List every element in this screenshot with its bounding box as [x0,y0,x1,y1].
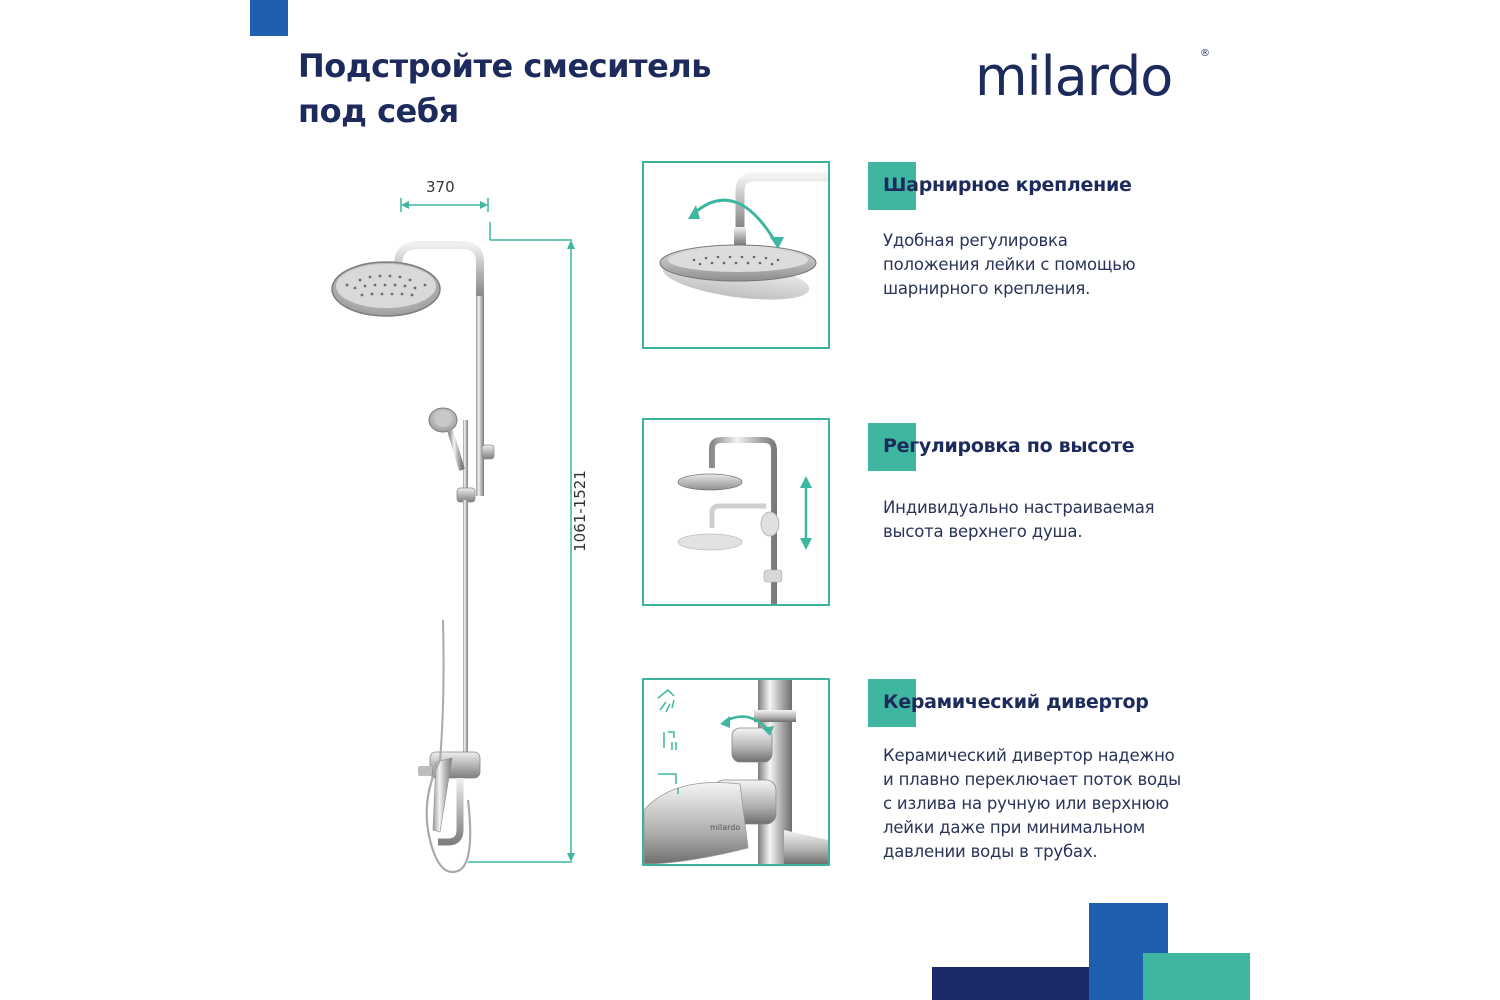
feature-title-height: Регулировка по высоте [883,435,1135,457]
feature-description-height: Индивидуально настраиваемая высота верхнего душа. [883,498,1155,541]
width-dimension [401,198,488,212]
feature-title-swivel: Шарнирное крепление [883,174,1132,196]
registered-mark: ® [1200,48,1210,59]
height-adjustment-photo [642,418,830,606]
page-title-line-2: под себя [298,92,459,130]
page-title [298,44,818,134]
shower-system-diagram [320,180,590,900]
corner-decor-teal [1143,953,1250,1000]
corner-decor-square [250,0,288,36]
feature-description-swivel: Удобная регулировка положения лейки с помощью шарнирного крепления. [883,231,1136,298]
brand-logo: milardo [975,45,1173,108]
feature-description-diverter: Керамический дивертор надежно и плавно переключает поток воды с излива на ручную или верхнюю лейки даже при минимальном давлении воды в трубах. [883,746,1181,861]
svg-text:milardo: milardo [710,823,741,832]
height-dimension [468,222,575,862]
water-mode-icons [658,690,678,794]
ceramic-diverter-photo [642,678,830,866]
height-dimension-label: 1061-1521 [571,470,589,552]
swivel-joint-photo [642,161,830,349]
page-title-line-1: Подстройте смеситель [298,47,711,85]
feature-title-diverter: Керамический дивертор [883,691,1149,713]
width-dimension-label: 370 [426,178,455,196]
